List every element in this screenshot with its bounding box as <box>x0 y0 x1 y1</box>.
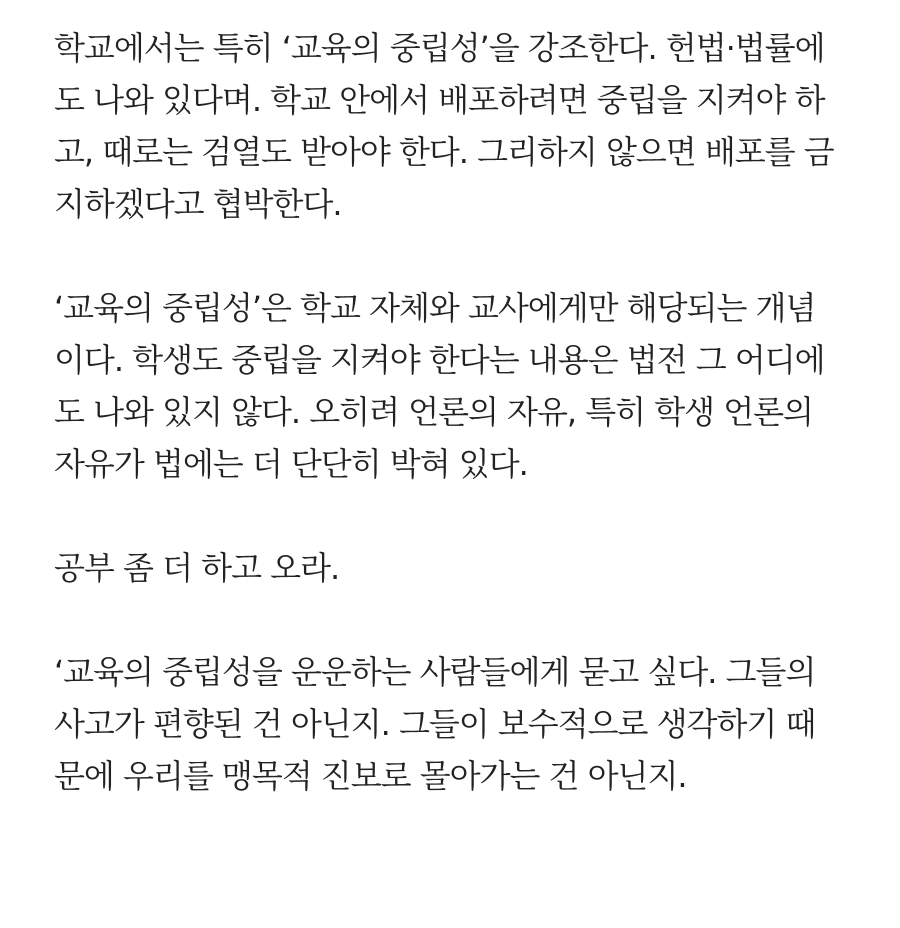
text-line: 자유가 법에는 더 단단히 박혀 있다. <box>54 445 528 483</box>
text-line: 지하겠다고 협박한다. <box>54 185 342 223</box>
text-line: 고, 때로는 검열도 받아야 한다. 그리하지 않으면 배포를 금 <box>54 133 834 171</box>
text-line: ‘교육의 중립성을 운운하는 사람들에게 묻고 싶다. 그들의 <box>54 653 816 691</box>
text-line: 사고가 편향된 건 아닌지. 그들이 보수적으로 생각하기 때 <box>54 705 816 743</box>
text-line: 공부 좀 더 하고 오라. <box>54 549 340 587</box>
paragraph-1 <box>54 22 854 230</box>
text-line: 도 나와 있다며. 학교 안에서 배포하려면 중립을 지켜야 하 <box>54 81 825 119</box>
text-line: 문에 우리를 맹목적 진보로 몰아가는 건 아닌지. <box>54 757 687 795</box>
text-line: 도 나와 있지 않다. 오히려 언론의 자유, 특히 학생 언론의 <box>54 393 813 431</box>
paragraph-3 <box>54 542 854 594</box>
text-line: ‘교육의 중립성’은 학교 자체와 교사에게만 해당되는 개념 <box>54 289 816 327</box>
text-line: 이다. 학생도 중립을 지켜야 한다는 내용은 법전 그 어디에 <box>54 341 825 379</box>
text-line: 학교에서는 특히 ‘교육의 중립성’을 강조한다. 헌법·법률에 <box>54 29 825 67</box>
article-body <box>54 22 854 854</box>
paragraph-4 <box>54 646 854 802</box>
paragraph-2 <box>54 282 854 490</box>
